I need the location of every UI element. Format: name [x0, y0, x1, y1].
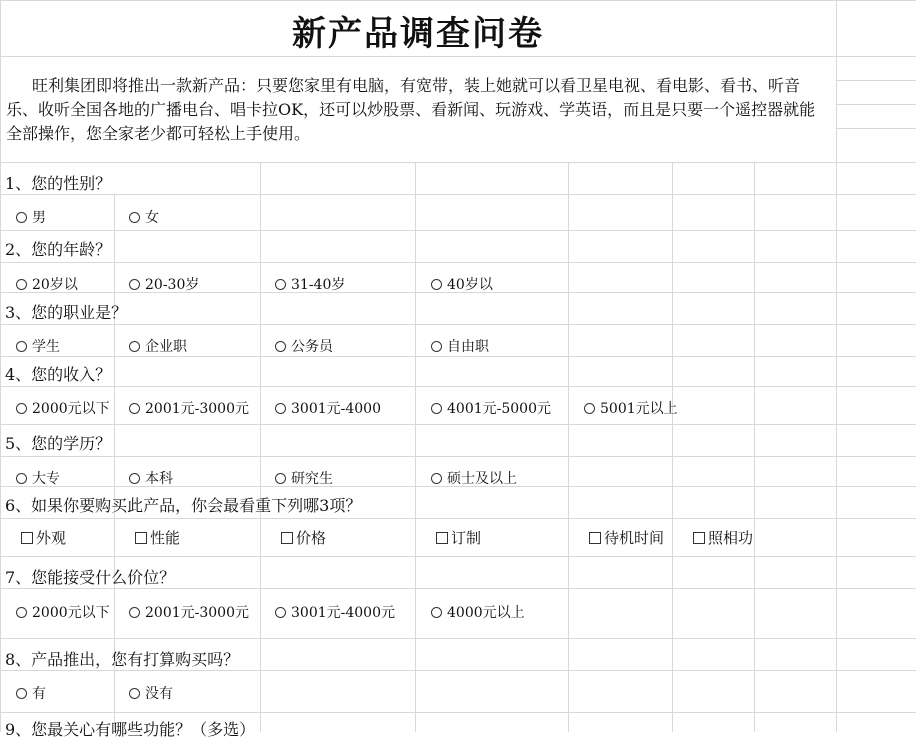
radio-icon[interactable]	[275, 607, 286, 618]
option-income-2[interactable]: 2001元-3000元	[129, 398, 249, 418]
radio-icon[interactable]	[275, 473, 286, 484]
option-job-1[interactable]: 学生	[16, 336, 60, 356]
radio-icon[interactable]	[16, 279, 27, 290]
question-1: 1、您的性别？	[5, 174, 112, 193]
checkbox-appearance[interactable]: 外观	[21, 527, 66, 548]
checkbox-standby[interactable]: 待机时间	[589, 527, 664, 548]
option-price-1[interactable]: 2000元以下	[16, 602, 110, 622]
option-age-3[interactable]: 31-40岁	[275, 274, 345, 294]
option-age-4[interactable]: 40岁以	[431, 274, 493, 294]
checkbox-icon[interactable]	[589, 532, 601, 544]
checkbox-custom[interactable]: 订制	[436, 527, 481, 548]
option-price-4[interactable]: 4000元以上	[431, 602, 525, 622]
option-job-4[interactable]: 自由职	[431, 336, 489, 356]
radio-icon[interactable]	[431, 403, 442, 414]
radio-icon[interactable]	[16, 688, 27, 699]
question-2: 2、您的年龄？	[5, 240, 112, 259]
option-price-3[interactable]: 3001元-4000元	[275, 602, 395, 622]
survey-intro: 旺利集团即将推出一款新产品：只要您家里有电脑，有宽带，装上她就可以看卫星电视、看电影、看书、听音乐、收听全国各地的广播电台、唱卡拉OK，还可以炒股票、看新闻、玩游戏、学英语，而且是只要一个遥控器就能全部操作，您全家老少都可轻松上手使用。	[6, 76, 816, 143]
radio-icon[interactable]	[431, 607, 442, 618]
question-3: 3、您的职业是？	[5, 303, 128, 322]
radio-icon[interactable]	[129, 607, 140, 618]
radio-icon[interactable]	[16, 341, 27, 352]
question-8: 8、产品推出，您有打算购买吗？	[5, 650, 240, 669]
checkbox-icon[interactable]	[693, 532, 705, 544]
radio-icon[interactable]	[431, 473, 442, 484]
option-edu-4[interactable]: 硕士及以上	[431, 468, 517, 488]
radio-icon[interactable]	[129, 212, 140, 223]
option-price-2[interactable]: 2001元-3000元	[129, 602, 249, 622]
checkbox-camera[interactable]: 照相功	[693, 527, 753, 548]
radio-icon[interactable]	[584, 403, 595, 414]
question-9: 9、您最关心有哪些功能？（多选）	[5, 720, 256, 739]
checkbox-icon[interactable]	[436, 532, 448, 544]
checkbox-performance[interactable]: 性能	[135, 527, 180, 548]
radio-icon[interactable]	[129, 279, 140, 290]
option-buy-no[interactable]: 没有	[129, 683, 173, 703]
option-income-1[interactable]: 2000元以下	[16, 398, 110, 418]
question-4: 4、您的收入？	[5, 365, 112, 384]
question-7: 7、您能接受什么价位？	[5, 568, 176, 587]
option-income-4[interactable]: 4001元-5000元	[431, 398, 551, 418]
option-age-2[interactable]: 20-30岁	[129, 274, 199, 294]
option-male[interactable]: 男	[16, 207, 46, 227]
option-income-3[interactable]: 3001元-4000	[275, 398, 381, 418]
radio-icon[interactable]	[129, 688, 140, 699]
option-income-5[interactable]: 5001元以上	[584, 398, 678, 418]
radio-icon[interactable]	[129, 473, 140, 484]
option-job-3[interactable]: 公务员	[275, 336, 333, 356]
radio-icon[interactable]	[16, 403, 27, 414]
option-edu-3[interactable]: 研究生	[275, 468, 333, 488]
radio-icon[interactable]	[275, 403, 286, 414]
radio-icon[interactable]	[129, 403, 140, 414]
radio-icon[interactable]	[129, 341, 140, 352]
survey-title: 新产品调查问卷	[292, 14, 544, 54]
radio-icon[interactable]	[431, 341, 442, 352]
radio-icon[interactable]	[16, 212, 27, 223]
option-age-1[interactable]: 20岁以	[16, 274, 78, 294]
radio-icon[interactable]	[275, 279, 286, 290]
radio-icon[interactable]	[16, 473, 27, 484]
option-buy-yes[interactable]: 有	[16, 683, 46, 703]
checkbox-price[interactable]: 价格	[281, 527, 326, 548]
checkbox-icon[interactable]	[21, 532, 33, 544]
option-female[interactable]: 女	[129, 207, 159, 227]
checkbox-icon[interactable]	[281, 532, 293, 544]
radio-icon[interactable]	[16, 607, 27, 618]
question-6: 6、如果你要购买此产品，你会最看重下列哪3项？	[5, 496, 362, 515]
radio-icon[interactable]	[431, 279, 442, 290]
radio-icon[interactable]	[275, 341, 286, 352]
option-edu-1[interactable]: 大专	[16, 468, 60, 488]
option-job-2[interactable]: 企业职	[129, 336, 187, 356]
question-5: 5、您的学历？	[5, 434, 112, 453]
option-edu-2[interactable]: 本科	[129, 468, 173, 488]
checkbox-icon[interactable]	[135, 532, 147, 544]
